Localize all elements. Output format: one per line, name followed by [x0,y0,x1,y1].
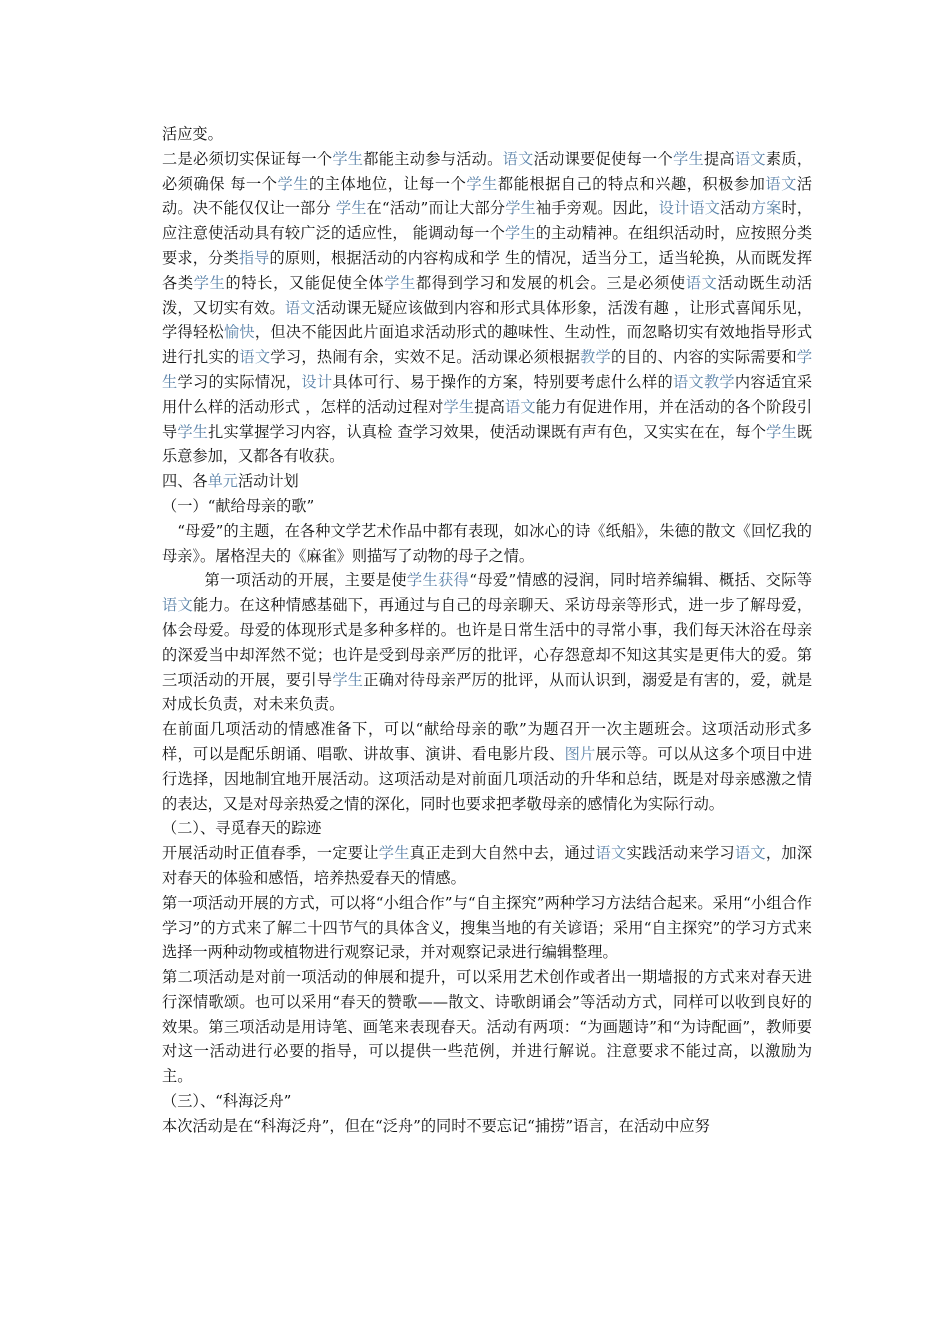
text-run: ，但决不能因此片面追求活动形式的趣味性、生动性，而忽略切实有效地指导形式进行扎实的 [162,323,813,367]
text-run: 内容适宜采用什么样的活动形式 ，怎样的活动过程对 [162,372,813,416]
section-heading [162,494,812,519]
text-run: 具体可行、易于操作的方案，特别要考虑什么样的 [332,372,673,391]
text-run: 展示等。可以从这多个项目中进行选择，因地制宜地开展活动。这项活动是对前面几项活动的升华和总结，既是对母亲感激之情的表达，又是对母亲热爱之情的深化，同时也要求把孝敬母亲的感情化为实际行动。 [162,744,813,813]
text-run: 正确对待母亲严厉的批评，从而认识到，溺爱是有害的，爱，就是对成长负责，对未来负责。 [162,670,813,714]
text-run: 都能根据自己的特点和兴趣，积极参加 [497,174,766,193]
text-run: 活动 [720,199,751,218]
keyword-link: 学生 [162,348,813,391]
text-run: 四、各 [162,472,208,491]
text-run: 实践活动来学习 [626,844,735,863]
keyword-link: 语文 [595,844,627,863]
keyword-link: 语文 [504,397,536,416]
text-run: （三）、“科海泛舟” [162,1092,292,1111]
keyword-link: 单元 [207,472,238,491]
text-run: 素质，必须确保 每一个 [162,149,813,193]
text-run: 既乐意参加，又都各有收获。 [162,422,813,466]
paragraph [162,965,812,1089]
text-run: 第一项活动开展的方式，可以将“小组合作”与“自主探究”两种学习方法结合起来。采用“小组合作学习”的方式来了解二十四节气的具体含义，搜集当地的有关谚语；采用“自主探究”的学习方式来选择一两种动物或植物进行观察记录，并对观察记录进行编辑整理。 [162,893,812,962]
keyword-link: 获得 [438,571,470,590]
keyword-link: 学生 [466,174,498,193]
text-run: 活动计划 [237,472,299,491]
text-run: 时，应注意使活动具有较广泛的适应性， 能调动每一个 [162,199,813,243]
text-run: 活动既生动活泼，又切实有效。 [162,273,813,317]
text-run: 活动课无疑应该做到内容和形式具体形象，活泼有趣 ，让形式喜闻乐见，学得轻松 [162,298,813,342]
keyword-link: 学生 [332,149,364,168]
text-run: （一）“献给母亲的歌” [162,496,315,515]
keyword-link: 语文 [502,149,534,168]
paragraph [162,717,812,816]
keyword-link: 愉快 [223,323,255,342]
keyword-link: 图片 [564,744,596,763]
paragraph [162,891,812,965]
keyword-link: 学生 [504,224,536,243]
keyword-link: 学生 [443,397,475,416]
text-run: 在前面几项活动的情感准备下，可以“献给母亲的歌”为题召开一次主题班会。这项活动形式多样，可以是配乐朗诵、唱歌、讲故事、演讲、看电影片段、 [162,720,812,763]
keyword-link: 学生 [406,571,439,590]
text-run: 的原则，根据活动的内容构成和学 生的情况，适当分工，适当轮换，从而既发挥各类 [162,248,813,292]
keyword-link: 语文 [734,149,766,168]
keyword-link: 方案 [750,199,782,218]
text-run: 第一项活动的开展，主要是使 [204,571,407,590]
text-run: 能力。在这种情感基础下，再通过与自己的母亲聊天、采访母亲等形式，进一步了解母爱，体会母爱。母爱的体现形式是多种多样的。也许是日常生活中的寻常小事，我们每天沐浴在母亲的深爱当中却浑然不觉；也许是受到母亲严厉的批评，心存怨意却不知这其实是更伟大的爱。第三项活动的开展，要引导 [162,596,813,689]
keyword-link: 语文 [284,298,316,317]
paragraph [162,568,812,717]
paragraph [162,519,812,569]
keyword-link: 学生 [335,199,367,218]
text-run: （二）、寻觅春天的踪迹 [162,819,322,838]
text-run: 的特长，又能促使全体 [225,273,385,292]
text-run: 学习的实际情况， [177,372,302,391]
keyword-link: 学生 [332,670,364,689]
text-run: 活应变。 [162,125,223,143]
paragraph [162,147,812,469]
section-heading [162,816,812,841]
keyword-link: 教学 [580,348,612,367]
keyword-link: 语文 [765,174,797,193]
keyword-link: 学生 [505,199,536,218]
text-run: 学习，热闹有余，实效不足。活动课必须根据 [270,348,581,367]
keyword-link: 语文 [672,372,704,391]
text-run: “母爱”情感的浸润，同时培养编辑、概括、交际等 [469,571,813,590]
text-run: 在“活动”而让大部分 [366,199,506,218]
text-run: 提高 [703,149,735,168]
keyword-link: 学生 [766,422,797,441]
text-run: 提高 [474,397,505,416]
text-run: 的主动精神。在组织活动时，应按照分类要求，分类 [162,224,813,267]
keyword-link: 学生 [378,844,410,863]
keyword-link: 设计 [301,372,333,391]
text-run: 能力有促进作用，并在活动的各个阶段引导 [162,397,813,441]
keyword-link: 教学 [703,372,735,391]
text-run: 都能主动参与活动。 [363,149,503,168]
keyword-link: 语文 [685,273,718,292]
keyword-link: 学生 [193,273,226,292]
text-run: 本次活动是在“科海泛舟”，但在“泛舟”的同时不要忘记“捕捞”语言，在活动中应努 [162,1116,710,1135]
text-run: 真正走到大自然中去，通过 [409,844,596,863]
text-run: 都得到学习和发展的机会。三是必须使 [415,273,686,292]
text-run: 袖手旁观。因此， [535,199,659,218]
text-run: 扎实掌握学习内容，认真检 查学习效果，使活动课既有声有色，又实实在在，每个 [208,422,767,441]
keyword-link: 语文 [162,596,193,615]
text-run: “母爱”的主题，在各种文学艺术作品中都有表现，如冰心的诗《纸船》，朱德的散文《回忆我的母亲》。屠格涅夫的《麻雀》则描写了动物的母子之情。 [162,521,812,565]
keyword-link: 语文 [689,199,721,218]
paragraph [162,1114,812,1139]
text-run: 的主体地位，让每一个 [309,174,467,193]
text-run: 二是必须切实保证每一个 [162,149,333,168]
keyword-link: 设计 [658,199,690,218]
text-run: 活动课要促使每一个 [533,149,673,168]
document-body [162,122,812,1139]
keyword-link: 学生 [384,273,416,292]
section-heading [162,1089,812,1114]
keyword-link: 学生 [277,174,310,193]
keyword-link: 语文 [239,348,271,367]
section-heading [162,469,812,494]
keyword-link: 指导 [238,248,270,267]
paragraph [162,122,812,147]
paragraph [162,841,812,891]
text-run: 第二项活动是对前一项活动的伸展和提升，可以采用艺术创作或者出一期墙报的方式来对春天进行深情歌颂。也可以采用“春天的赞歌——散文、诗歌朗诵会”等活动方式，同样可以收到良好的效果。第三项活动是用诗笔、画笔来表现春天。活动有两项：“为画题诗”和“为诗配画”，教师要对这一活动进行必要的指导，可以提供一些范例，并进行解说。注意要求不能过高，以激励为主。 [162,968,812,1086]
keyword-link: 语文 [734,844,766,863]
text-run: ，加深对春天的体验和感悟，培养热爱春天的情感。 [162,844,813,887]
text-run: 的目的、内容的实际需要和 [611,348,797,367]
text-run: 活动。决不能仅仅让一部分 [162,174,813,218]
text-run: 开展活动时正值春季，一定要让 [162,844,379,863]
keyword-link: 学生 [177,422,209,441]
keyword-link: 学生 [672,149,704,168]
